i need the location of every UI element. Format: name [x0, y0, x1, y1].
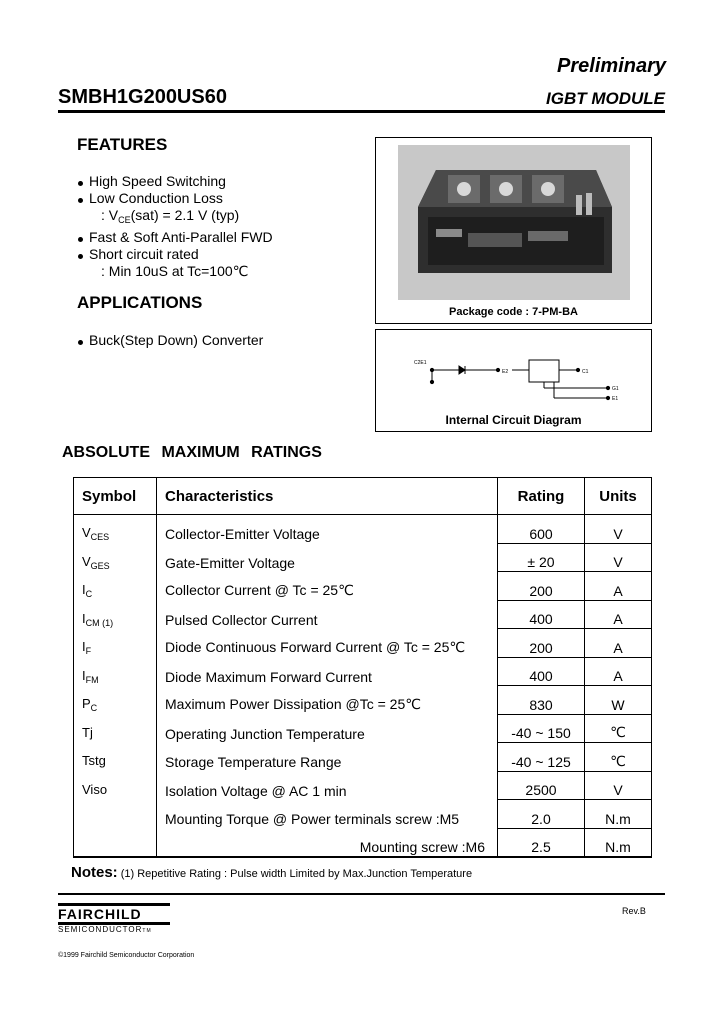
cell-unit: A [585, 657, 652, 686]
cell-characteristic: Isolation Voltage @ AC 1 min [157, 771, 498, 800]
cell-symbol: $V_{CES}$ [74, 515, 157, 544]
table-row [74, 629, 652, 658]
cell-rating: 600 [498, 515, 585, 544]
cell-rating: 400 [498, 600, 585, 629]
cell-characteristic: Mounting screw :M6 [157, 828, 498, 857]
col-header-rating: Rating [498, 478, 585, 515]
cell-symbol: $I_F$ [74, 629, 157, 658]
cell-symbol: $I_{FM}$ [74, 657, 157, 686]
cell-rating: 200 [498, 572, 585, 601]
logo-wordmark: FAIRCHILD [58, 906, 142, 922]
cell-rating: 200 [498, 629, 585, 658]
cell-symbol: $I_C$ [74, 572, 157, 601]
document-status: Preliminary [557, 55, 666, 77]
cell-rating: -40 ~ 125 [498, 743, 585, 772]
cell-characteristic: Storage Temperature Range [157, 743, 498, 772]
cell-symbol: Tstg [74, 743, 157, 772]
table-row [74, 543, 652, 572]
table-row [74, 771, 652, 800]
cell-unit: V [585, 515, 652, 544]
table-row [74, 686, 652, 715]
notes [71, 864, 472, 881]
table-row [74, 657, 652, 686]
cell-rating: 2.5 [498, 828, 585, 857]
revision: Rev.B [622, 906, 646, 916]
cell-symbol: $I_{CM (1)}$ [74, 600, 157, 629]
circuit-diagram [404, 352, 634, 407]
applications-heading: APPLICATIONS [77, 293, 203, 312]
cell-characteristic: Operating Junction Temperature [157, 714, 498, 743]
table-row [74, 714, 652, 743]
table-row [74, 572, 652, 601]
cell-symbol: Tj [74, 714, 157, 743]
cell-symbol [74, 800, 157, 829]
table-row [74, 600, 652, 629]
table-row [74, 800, 652, 829]
cell-characteristic: Mounting Torque @ Power terminals screw :M5 [157, 800, 498, 829]
package-photo [398, 145, 630, 300]
features-heading: FEATURES [77, 135, 168, 154]
features-list [77, 173, 273, 280]
list-item: Low Conduction Loss [77, 190, 273, 207]
terminal-label-c2e1: C2E1 [414, 360, 427, 366]
package-caption: Package code : 7-PM-BA [449, 306, 578, 318]
terminal-label-c1: C1 [582, 369, 589, 375]
cell-unit: A [585, 600, 652, 629]
cell-unit: ℃ [585, 743, 652, 772]
footer-divider [58, 893, 665, 895]
cell-unit: A [585, 572, 652, 601]
cell-unit: ℃ [585, 714, 652, 743]
cell-characteristic: Maximum Power Dissipation @Tc = 25℃ [157, 686, 498, 715]
terminal-label-e2: E2 [502, 369, 509, 375]
cell-unit: N.m [585, 800, 652, 829]
col-header-units: Units [585, 478, 652, 515]
cell-symbol [74, 828, 157, 857]
cell-characteristic: Collector Current @ Tc = 25℃ [157, 572, 498, 601]
list-item: Fast & Soft Anti-Parallel FWD [77, 229, 273, 246]
header-divider [58, 110, 665, 113]
cell-rating: 830 [498, 686, 585, 715]
cell-characteristic: Gate-Emitter Voltage [157, 543, 498, 572]
cell-rating: -40 ~ 150 [498, 714, 585, 743]
notes-text: (1) Repetitive Rating : Pulse width Limited by Max.Junction Temperature [117, 868, 473, 880]
list-item: Buck(Step Down) Converter [77, 332, 263, 349]
part-number: SMBH1G200US60 [58, 86, 227, 108]
package-figure [375, 137, 652, 324]
cell-characteristic: Collector-Emitter Voltage [157, 515, 498, 544]
terminal-label-e1: E1 [612, 396, 619, 402]
module-type: IGBT MODULE [546, 89, 665, 108]
cell-unit: N.m [585, 828, 652, 857]
cell-unit: W [585, 686, 652, 715]
cell-symbol: $P_C$ [74, 686, 157, 715]
table-row [74, 743, 652, 772]
cell-rating: 2.0 [498, 800, 585, 829]
circuit-figure [375, 329, 652, 432]
cell-unit: A [585, 629, 652, 658]
cell-rating: ± 20 [498, 543, 585, 572]
col-header-characteristics: Characteristics [157, 478, 498, 515]
terminal-label-g1: G1 [612, 386, 619, 392]
ratings-heading: ABSOLUTE MAXIMUM RATINGS [62, 444, 322, 461]
ratings-table [73, 477, 652, 858]
table-header-row [74, 478, 652, 515]
cell-characteristic: Pulsed Collector Current [157, 600, 498, 629]
cell-rating: 2500 [498, 771, 585, 800]
cell-characteristic: Diode Continuous Forward Current @ Tc = 25℃ [157, 629, 498, 658]
list-item-detail: : $V_{CE}(sat) = 2.1$ V (typ) [101, 207, 240, 225]
col-header-symbol: Symbol [74, 478, 157, 515]
copyright: ©1999 Fairchild Semiconductor Corporation [58, 952, 195, 959]
list-item: Short circuit rated [77, 246, 273, 263]
cell-symbol: Viso [74, 771, 157, 800]
list-item-detail: : Min 10uS at Tc=100℃ [101, 263, 249, 279]
cell-rating: 400 [498, 657, 585, 686]
fairchild-logo [58, 903, 170, 936]
table-row [74, 828, 652, 857]
table-row [74, 515, 652, 544]
notes-label: Notes: [71, 864, 118, 881]
cell-symbol: $V_{GES}$ [74, 543, 157, 572]
cell-characteristic: Diode Maximum Forward Current [157, 657, 498, 686]
applications-list [77, 332, 263, 349]
circuit-caption: Internal Circuit Diagram [445, 413, 582, 427]
logo-subtitle: SEMICONDUCTORTM [58, 925, 152, 934]
list-item: High Speed Switching [77, 173, 273, 190]
cell-unit: V [585, 543, 652, 572]
cell-unit: V [585, 771, 652, 800]
